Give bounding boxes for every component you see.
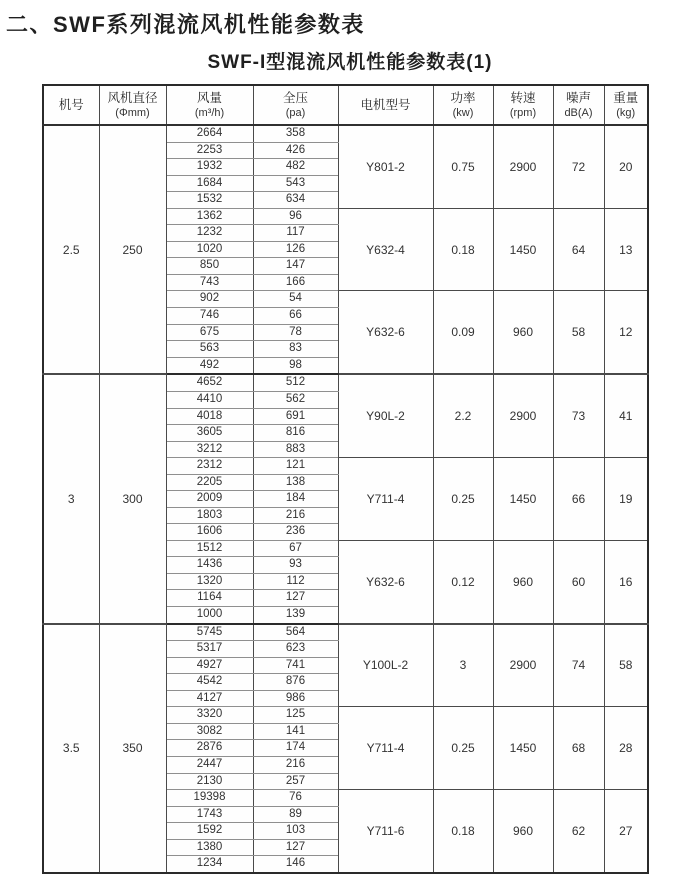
column-header [604,85,648,125]
column-header-title: 风量 [196,90,222,105]
column-header-unit: (kw) [452,106,474,119]
total-pressure-cell: 184 [253,491,338,508]
fan-diameter-cell: 300 [99,374,166,623]
total-pressure-cell: 54 [253,291,338,308]
total-pressure-cell: 89 [253,806,338,823]
power-cell: 0.09 [433,291,493,374]
column-header [253,85,338,125]
speed-cell: 960 [493,540,553,623]
air-volume-cell: 675 [166,324,253,341]
total-pressure-cell: 146 [253,856,338,873]
total-pressure-cell: 623 [253,641,338,658]
noise-cell: 72 [553,125,604,208]
fan-parameters-table [42,84,649,874]
air-volume-cell: 4542 [166,674,253,691]
air-volume-cell: 19398 [166,790,253,807]
column-header-title: 全压 [282,90,308,105]
total-pressure-cell: 76 [253,790,338,807]
table-header-row [43,85,648,125]
air-volume-cell: 5745 [166,624,253,641]
column-header-unit: dB(A) [564,106,593,119]
air-volume-cell: 1164 [166,590,253,607]
column-header-unit: (m³/h) [194,106,225,119]
column-header-title: 电机型号 [360,97,411,112]
column-header-unit: (kg) [616,106,636,119]
total-pressure-cell: 691 [253,408,338,425]
speed-cell: 960 [493,790,553,873]
column-header [433,85,493,125]
weight-cell: 28 [604,707,648,790]
air-volume-cell: 1743 [166,806,253,823]
total-pressure-cell: 634 [253,192,338,209]
total-pressure-cell: 543 [253,175,338,192]
speed-cell: 2900 [493,624,553,707]
power-cell: 0.25 [433,458,493,541]
air-volume-cell: 902 [166,291,253,308]
total-pressure-cell: 876 [253,674,338,691]
air-volume-cell: 563 [166,341,253,358]
column-header [338,85,433,125]
total-pressure-cell: 96 [253,208,338,225]
air-volume-cell: 2253 [166,142,253,159]
air-volume-cell: 1932 [166,159,253,176]
air-volume-cell: 2130 [166,773,253,790]
total-pressure-cell: 216 [253,756,338,773]
total-pressure-cell: 66 [253,308,338,325]
column-header-unit: (Φmm) [115,106,150,119]
air-volume-cell: 1232 [166,225,253,242]
column-header-title: 风机直径 [107,90,158,105]
total-pressure-cell: 174 [253,740,338,757]
air-volume-cell: 850 [166,258,253,275]
air-volume-cell: 3212 [166,441,253,458]
motor-model-cell: Y711-6 [338,790,433,873]
column-header-title: 重量 [613,90,639,105]
power-cell: 2.2 [433,374,493,457]
total-pressure-cell: 166 [253,274,338,291]
column-header-unit: (rpm) [509,106,537,119]
motor-model-cell: Y90L-2 [338,374,433,457]
weight-cell: 41 [604,374,648,457]
total-pressure-cell: 67 [253,540,338,557]
column-header-unit: (pa) [285,106,306,119]
air-volume-cell: 492 [166,357,253,374]
column-header [166,85,253,125]
column-header-title: 机号 [58,97,84,112]
air-volume-cell: 2876 [166,740,253,757]
total-pressure-cell: 564 [253,624,338,641]
model-number-cell: 3 [43,374,99,623]
air-volume-cell: 2205 [166,474,253,491]
total-pressure-cell: 138 [253,474,338,491]
power-cell: 0.12 [433,540,493,623]
total-pressure-cell: 93 [253,557,338,574]
air-volume-cell: 1020 [166,241,253,258]
air-volume-cell: 2447 [166,756,253,773]
air-volume-cell: 2009 [166,491,253,508]
power-cell: 3 [433,624,493,707]
column-header-title: 噪声 [565,90,591,105]
air-volume-cell: 3605 [166,425,253,442]
total-pressure-cell: 127 [253,839,338,856]
total-pressure-cell: 816 [253,425,338,442]
total-pressure-cell: 117 [253,225,338,242]
fan-diameter-cell: 350 [99,624,166,873]
air-volume-cell: 743 [166,274,253,291]
air-volume-cell: 1362 [166,208,253,225]
air-volume-cell: 1512 [166,540,253,557]
total-pressure-cell: 358 [253,125,338,142]
noise-cell: 58 [553,291,604,374]
air-volume-cell: 4410 [166,391,253,408]
column-header-title: 转速 [510,90,536,105]
column-header [99,85,166,125]
weight-cell: 13 [604,208,648,291]
noise-cell: 62 [553,790,604,873]
air-volume-cell: 1380 [166,839,253,856]
weight-cell: 20 [604,125,648,208]
data-row [43,374,648,391]
speed-cell: 2900 [493,125,553,208]
weight-cell: 12 [604,291,648,374]
total-pressure-cell: 562 [253,391,338,408]
air-volume-cell: 746 [166,308,253,325]
power-cell: 0.75 [433,125,493,208]
total-pressure-cell: 98 [253,357,338,374]
total-pressure-cell: 216 [253,507,338,524]
weight-cell: 19 [604,458,648,541]
model-number-cell: 2.5 [43,125,99,374]
total-pressure-cell: 482 [253,159,338,176]
air-volume-cell: 4927 [166,657,253,674]
motor-model-cell: Y711-4 [338,458,433,541]
air-volume-cell: 1684 [166,175,253,192]
air-volume-cell: 1606 [166,524,253,541]
air-volume-cell: 3082 [166,723,253,740]
total-pressure-cell: 103 [253,823,338,840]
air-volume-cell: 3320 [166,707,253,724]
total-pressure-cell: 112 [253,573,338,590]
weight-cell: 27 [604,790,648,873]
noise-cell: 60 [553,540,604,623]
total-pressure-cell: 121 [253,458,338,475]
speed-cell: 960 [493,291,553,374]
total-pressure-cell: 257 [253,773,338,790]
air-volume-cell: 1320 [166,573,253,590]
motor-model-cell: Y632-6 [338,540,433,623]
speed-cell: 2900 [493,374,553,457]
data-row [43,624,648,641]
speed-cell: 1450 [493,707,553,790]
air-volume-cell: 2664 [166,125,253,142]
motor-model-cell: Y801-2 [338,125,433,208]
power-cell: 0.18 [433,790,493,873]
noise-cell: 74 [553,624,604,707]
fan-diameter-cell: 250 [99,125,166,374]
speed-cell: 1450 [493,208,553,291]
total-pressure-cell: 139 [253,606,338,623]
noise-cell: 66 [553,458,604,541]
air-volume-cell: 4652 [166,374,253,391]
air-volume-cell: 2312 [166,458,253,475]
air-volume-cell: 1532 [166,192,253,209]
motor-model-cell: Y711-4 [338,707,433,790]
table-body [43,125,648,873]
motor-model-cell: Y632-4 [338,208,433,291]
air-volume-cell: 1803 [166,507,253,524]
motor-model-cell: Y632-6 [338,291,433,374]
total-pressure-cell: 236 [253,524,338,541]
total-pressure-cell: 741 [253,657,338,674]
motor-model-cell: Y100L-2 [338,624,433,707]
total-pressure-cell: 83 [253,341,338,358]
total-pressure-cell: 147 [253,258,338,275]
total-pressure-cell: 125 [253,707,338,724]
air-volume-cell: 5317 [166,641,253,658]
noise-cell: 64 [553,208,604,291]
air-volume-cell: 1000 [166,606,253,623]
column-header [493,85,553,125]
column-header [553,85,604,125]
table-title: SWF-I型混流风机性能参数表(1) [207,52,493,73]
weight-cell: 16 [604,540,648,623]
weight-cell: 58 [604,624,648,707]
total-pressure-cell: 883 [253,441,338,458]
total-pressure-cell: 127 [253,590,338,607]
total-pressure-cell: 512 [253,374,338,391]
air-volume-cell: 4127 [166,690,253,707]
page-title: 二、SWF系列混流风机性能参数表 [6,12,365,37]
noise-cell: 73 [553,374,604,457]
column-header-title: 功率 [450,90,476,105]
model-number-cell: 3.5 [43,624,99,873]
data-row [43,125,648,142]
power-cell: 0.18 [433,208,493,291]
total-pressure-cell: 78 [253,324,338,341]
total-pressure-cell: 126 [253,241,338,258]
speed-cell: 1450 [493,458,553,541]
noise-cell: 68 [553,707,604,790]
total-pressure-cell: 141 [253,723,338,740]
air-volume-cell: 1234 [166,856,253,873]
column-header [43,85,99,125]
air-volume-cell: 1436 [166,557,253,574]
total-pressure-cell: 986 [253,690,338,707]
power-cell: 0.25 [433,707,493,790]
total-pressure-cell: 426 [253,142,338,159]
air-volume-cell: 1592 [166,823,253,840]
air-volume-cell: 4018 [166,408,253,425]
